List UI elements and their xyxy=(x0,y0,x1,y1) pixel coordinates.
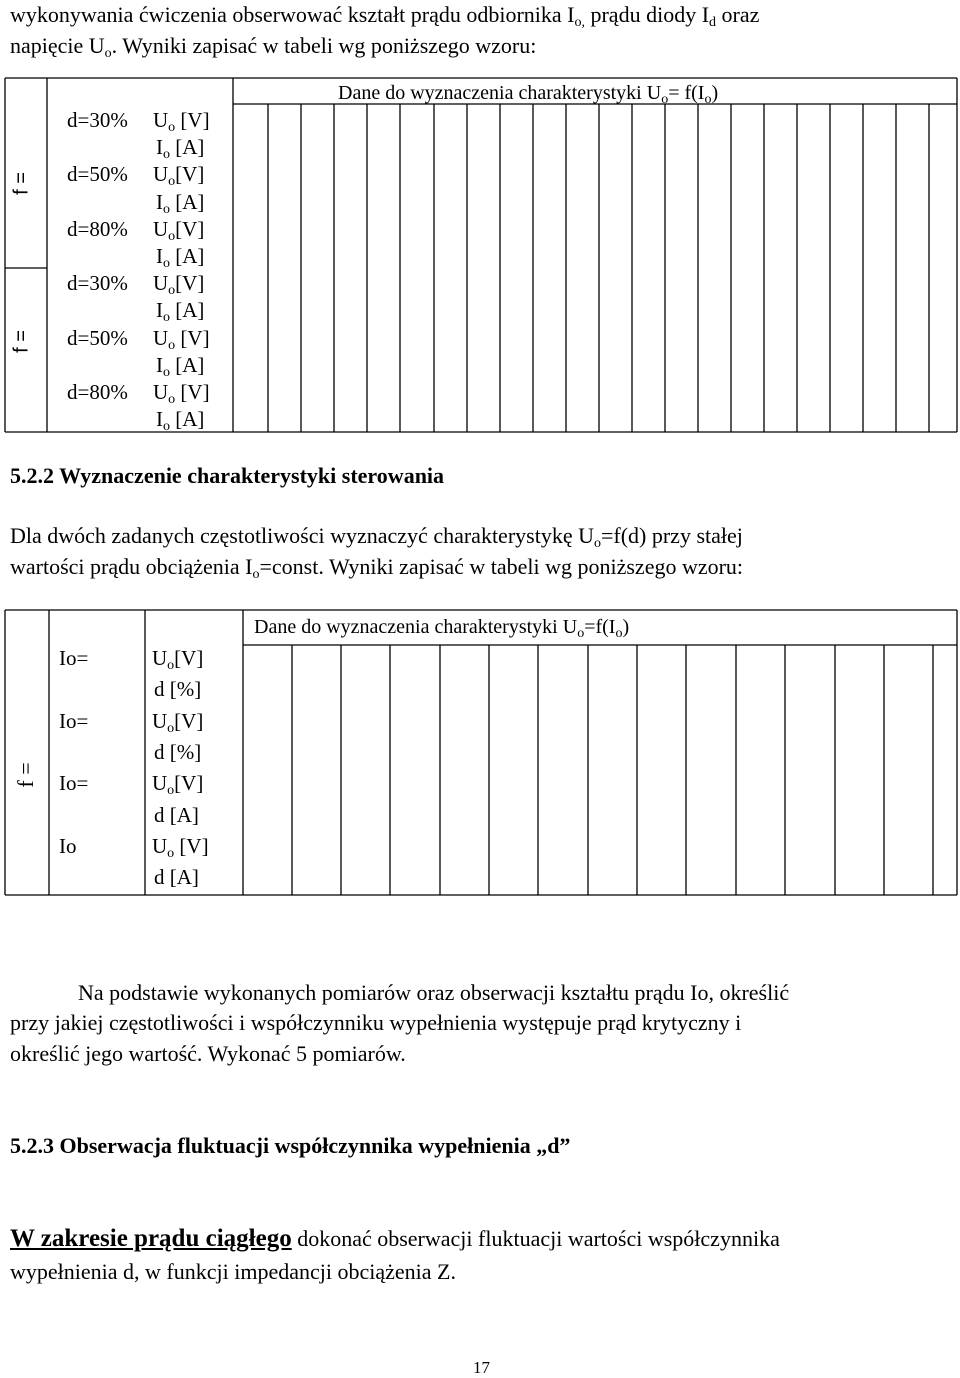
unit: [V] xyxy=(175,162,205,187)
subscript: o xyxy=(704,92,712,107)
duty-label: d=50% xyxy=(67,325,128,350)
quantity-symbol: U xyxy=(153,380,169,404)
quantity-symbol: U xyxy=(153,271,169,296)
duty-label: d=80% xyxy=(67,216,128,241)
unit: [V] xyxy=(174,833,209,858)
duty-label: d=50% xyxy=(67,162,128,187)
section-523-line-1 xyxy=(10,1224,780,1254)
unit: [V] xyxy=(175,108,210,132)
page-number: 17 xyxy=(473,1358,490,1377)
duty-label: d=80% xyxy=(67,380,128,404)
quantity-symbol: U xyxy=(153,108,169,132)
unit: [A] xyxy=(170,298,205,323)
quantity-symbol: d [A] xyxy=(154,865,199,890)
quantity-symbol: U xyxy=(153,216,169,241)
subscript: o xyxy=(661,92,669,107)
load-current-label: Io xyxy=(59,833,77,858)
subscript: o xyxy=(168,228,176,244)
para-text: Dla dwóch zadanych częstotliwości wyznaczyć charakterystykę U xyxy=(10,523,594,548)
quantity-label xyxy=(152,708,203,734)
quantity-symbol: I xyxy=(156,298,163,323)
unit: [V] xyxy=(175,380,210,404)
duty-label: d=30% xyxy=(67,271,128,296)
unit: [A] xyxy=(170,407,205,432)
measure-para-line-1: Na podstawie wykonanych pomiarów oraz obserwacji kształtu prądu Io, określić xyxy=(78,980,790,1005)
subscript: o xyxy=(163,419,170,435)
subscript: o xyxy=(593,536,601,551)
measure-para-line-2: przy jakiej częstotliwości i współczynniku wypełnienia występuje prąd krytyczny i xyxy=(10,1010,742,1035)
header-text: = f(I xyxy=(668,82,705,104)
unit: [A] xyxy=(170,352,205,377)
subscript: o xyxy=(167,845,175,861)
subscript: o xyxy=(104,46,112,61)
subscript: o xyxy=(167,783,175,799)
underlined-phrase: W zakresie prądu ciągłego xyxy=(10,1225,292,1252)
quantity-symbol: I xyxy=(156,244,163,268)
subscript: o xyxy=(163,364,170,380)
unit: [V] xyxy=(175,216,205,241)
quantity-symbol: I xyxy=(156,135,163,160)
frequency-label-1: f = xyxy=(10,172,33,195)
subscript: o xyxy=(168,283,176,299)
subscript: o xyxy=(163,256,170,271)
quantity-symbol: d [%] xyxy=(154,739,202,764)
unit: [A] xyxy=(170,135,205,160)
unit: [V] xyxy=(175,271,205,296)
subscript: o xyxy=(163,201,170,217)
unit: [A] xyxy=(170,244,205,268)
quantity-symbol: I xyxy=(156,189,163,214)
header-text: ) xyxy=(711,82,719,104)
subscript: o xyxy=(167,720,175,736)
subscript: o xyxy=(615,626,623,641)
quantity-symbol: U xyxy=(153,325,169,350)
para-text: dokonać obserwacji fluktuacji wartości współczynnika xyxy=(291,1226,780,1251)
quantity-symbol: U xyxy=(152,708,168,733)
intro-text: . Wyniki zapisać w tabeli wg poniższego wzoru: xyxy=(111,33,537,58)
header-text: =f(I xyxy=(584,616,616,638)
intro-text: oraz xyxy=(716,2,760,27)
quantity-label xyxy=(154,676,201,702)
quantity-symbol: U xyxy=(152,833,168,858)
intro-text: napięcie U xyxy=(10,33,105,58)
unit: [A] xyxy=(170,189,205,214)
subscript: o xyxy=(163,147,170,163)
quantity-symbol: U xyxy=(152,771,168,796)
frequency-label: f = xyxy=(13,762,38,788)
intro-text: prądu diody I xyxy=(584,2,710,27)
quantity-symbol: U xyxy=(152,646,168,670)
para-text: =f(d) przy stałej xyxy=(600,523,743,548)
frequency-label-2: f = xyxy=(10,330,33,353)
measure-para-line-3: określić jego wartość. Wykonać 5 pomiarów. xyxy=(10,1041,406,1066)
load-current-label: Io= xyxy=(59,708,89,733)
header-text: ) xyxy=(622,616,630,638)
subscript: o xyxy=(252,567,260,582)
subscript: o, xyxy=(574,15,585,30)
header-text: Dane do wyznaczenia charakterystyki U xyxy=(338,82,662,104)
quantity-symbol: d [A] xyxy=(154,802,199,827)
quantity-label xyxy=(152,770,204,799)
quantity-label xyxy=(154,864,199,890)
section-523-heading: 5.2.3 Obserwacja fluktuacji współczynnika wypełnienia „d” xyxy=(10,1133,571,1158)
quantity-label xyxy=(152,645,203,671)
unit: [V] xyxy=(174,771,204,796)
unit: [V] xyxy=(174,646,204,670)
quantity-label xyxy=(152,833,209,859)
table-2-header xyxy=(254,614,629,640)
para-text: =const. Wyniki zapisać w tabeli wg poniższego wzoru: xyxy=(259,554,744,579)
header-text: Dane do wyznaczenia charakterystyki U xyxy=(254,616,578,638)
subscript: o xyxy=(168,120,176,135)
section-522-heading: 5.2.2 Wyznaczenie charakterystyki sterowania xyxy=(10,463,445,488)
load-current-label: Io= xyxy=(59,771,89,796)
subscript: o xyxy=(577,626,585,641)
quantity-symbol: I xyxy=(156,352,163,377)
subscript: o xyxy=(163,310,170,326)
subscript: o xyxy=(168,337,176,353)
quantity-label xyxy=(154,739,201,765)
unit: [V] xyxy=(174,708,204,733)
duty-label: d=30% xyxy=(67,108,128,132)
unit: [V] xyxy=(175,325,210,350)
para-text: wartości prądu obciążenia I xyxy=(10,554,253,579)
quantity-label xyxy=(154,802,199,828)
subscript: o xyxy=(167,658,175,673)
subscript: o xyxy=(168,174,176,190)
quantity-symbol: I xyxy=(156,407,163,432)
subscript: d xyxy=(709,15,717,30)
subscript: o xyxy=(168,392,176,407)
load-current-label: Io= xyxy=(59,646,89,670)
section-523-line-2: wypełnienia d, w funkcji impedancji obciążenia Z. xyxy=(10,1259,456,1284)
quantity-symbol: d [%] xyxy=(154,677,202,702)
quantity-symbol: U xyxy=(153,162,169,187)
intro-text: wykonywania ćwiczenia obserwować kształt prądu odbiornika I xyxy=(10,2,575,27)
